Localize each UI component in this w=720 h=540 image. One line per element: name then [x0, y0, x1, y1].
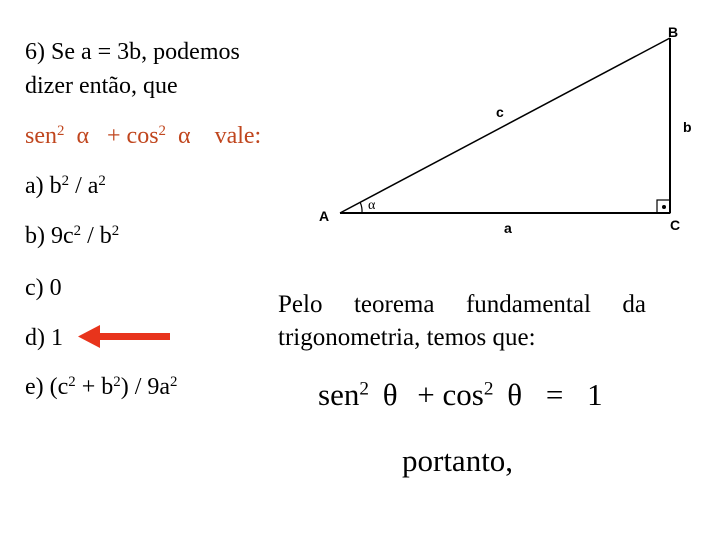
- vertex-b-label: B: [668, 24, 679, 40]
- sen-exponent: 2: [359, 378, 369, 400]
- option-d-text: d) 1: [25, 325, 63, 351]
- question-line-1: 6) Se a = 3b, podemos: [25, 39, 240, 65]
- angle-alpha-label: α: [368, 198, 376, 213]
- vale-label: vale:: [214, 123, 262, 149]
- option-b[interactable]: [25, 222, 119, 250]
- vertex-c-label: C: [670, 217, 681, 233]
- vertex-a-label: A: [319, 208, 330, 224]
- option-e[interactable]: [25, 373, 177, 401]
- conclusion-text: portanto,: [402, 443, 514, 478]
- sen-exponent: 2: [57, 122, 65, 139]
- right-angle-dot: [662, 205, 666, 209]
- side-c-label: c: [496, 104, 504, 120]
- exponent: 2: [111, 222, 120, 239]
- sen-label: sen: [25, 123, 57, 149]
- trig-identity: [318, 377, 603, 413]
- option-e-text: + b: [75, 374, 114, 400]
- exponent: 2: [68, 373, 76, 390]
- option-c[interactable]: [25, 274, 62, 302]
- question-expression: [25, 121, 261, 151]
- theta-symbol: θ: [382, 377, 398, 412]
- option-c-text: c) 0: [25, 275, 62, 301]
- question-line-2: dizer então, que: [25, 73, 178, 99]
- option-d[interactable]: [25, 324, 63, 352]
- exponent: 2: [170, 373, 178, 390]
- exponent: 2: [61, 172, 70, 189]
- side-a-label: a: [504, 220, 512, 236]
- identity-result: 1: [587, 377, 603, 412]
- angle-arc: [360, 202, 362, 213]
- sen-label: sen: [318, 377, 360, 412]
- option-e-text: ) / 9a: [120, 374, 171, 400]
- option-a-text: / a: [69, 173, 99, 199]
- cos-label: + cos: [417, 377, 484, 412]
- explanation-line-2: trigonometria, temos que:: [278, 324, 536, 351]
- option-b-text: b) 9c: [25, 223, 74, 249]
- answer-arrow-icon: [78, 322, 170, 352]
- alpha-symbol: α: [76, 123, 90, 149]
- theta-symbol: θ: [507, 377, 523, 412]
- cos-exponent: 2: [158, 122, 166, 139]
- equals-sign: =: [545, 377, 564, 412]
- side-c-line: [340, 38, 670, 213]
- option-a-text: a) b: [25, 173, 62, 199]
- exponent: 2: [73, 222, 82, 239]
- exponent: 2: [98, 172, 106, 189]
- cos-exponent: 2: [483, 378, 494, 400]
- option-a[interactable]: [25, 172, 106, 200]
- exponent: 2: [113, 373, 121, 390]
- explanation-line-1: Pelo teorema fundamental da: [278, 291, 646, 318]
- right-triangle-diagram: [300, 15, 700, 245]
- side-b-label: b: [683, 119, 692, 135]
- alpha-symbol: α: [177, 123, 191, 149]
- option-b-text: / b: [81, 223, 112, 249]
- option-e-text: e) (c: [25, 374, 69, 400]
- cos-label: + cos: [107, 123, 159, 149]
